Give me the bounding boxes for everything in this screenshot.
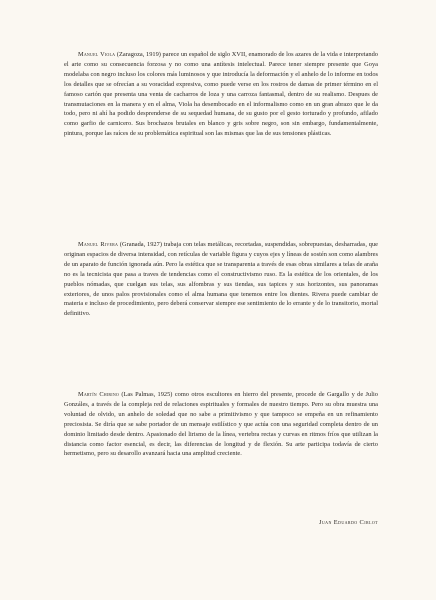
paragraph-rivera	[64, 240, 378, 319]
artist-name-chirino: Martín Chirino	[78, 391, 120, 399]
author-signature: Juan Eduardo Cirlot	[318, 519, 378, 526]
paragraph-viola	[64, 50, 378, 139]
paragraph-text-rivera: (Granada, 1927) trabaja con telas metálicas, recortadas, suspendidas, sobrepuestas, desharradas, que originan espacios de diversa intensidad, con retículas de variable figura y cuyos ejes y líneas de sostén son como alambres de un aparato de función ignorada aún. Pero la estética que se transparenta a través de esas obras similares a telas de araña no es la tecnicista que pasa a traves de tendencias como el constructivismo ruso. Es la estética de los orientales, de los pueblos nómadas, que cuelgan sus telas, sus alfombras y sus tiendas, sus tapices y sus horizontes, sus panoramas exteriores, de unos palos provisionales como el alma humana que tenemos entre los dientes. Rivera puede cambiar de materia e incluso de procedimiento, pero deberá conservar siempre ese sentimiento de lo errante y de lo transitorio, mortal definitivo.	[64, 241, 378, 318]
artist-name-rivera: Manuel Rivera	[78, 241, 119, 249]
paragraph-text-chirino: (Las Palmas, 1925) como otros escultores en hierro del presente, procede de Gargallo y de Julio Gonzáles, a través de la compleja red de relaciones espirituales y formales de nuestro tiempo. Pero su obra muestra una voluntad de olvido, un anhelo de soledad que no sabe a primitivismo y que tampoco se empeña en un refinamiento preciosista. Se diría que se sabe portador de un mensaje estilístico y que actúa con una seguridad completa dentro de un dominio limitado desde dentro. Apasionado del lirismo de la línea, vertebra rectas y curvas en ritmos fríos que utilizan la distancia como factor esencial, es decir, las diferencias de longitud y de flexión. Su arte participa todavía de cierto hermetismo, pero su desarollo avanzará hacia una amplitud creciente.	[64, 391, 378, 458]
artist-name-viola: Manuel Viola	[78, 51, 116, 59]
paragraph-chirino	[64, 390, 378, 459]
paragraph-text-viola: (Zaragoza, 1919) parece un español de siglo XVII, enamorado de los azares de la vida e interpretando el arte como su consecuencia forzosa y no como una antítesis intelectual. Parece tener siempre presente que Goya modelaba con negro incluso los colores más luminosos y que introducía la deformación y el anhelo de lo informe en todos los detalles que se ofrecían a su voracidad expresiva, como puede verse en los rostros de damas de primer término en el famoso cartón que presenta una venta de cacharros de loza y una carroza fantasmal, dentro de su realismo. Despues de transmutaciones en la manera y en el alma, Viola ha desembocado en el informalismo como en un gran abrazo que le da todo, pero ni ahí ha podido desprenderse de su sequedad humana, de su gusto por el gesto torturado y profundo, afilado como garfio de carnicero. Sus brochazos brutales en blanco y gris sobre negro, son sin embargo, fundamentalmente, pintura, porque las raíces de su problemática espiritual son las mismas que las de sus tensiones plásticas.	[64, 51, 378, 138]
